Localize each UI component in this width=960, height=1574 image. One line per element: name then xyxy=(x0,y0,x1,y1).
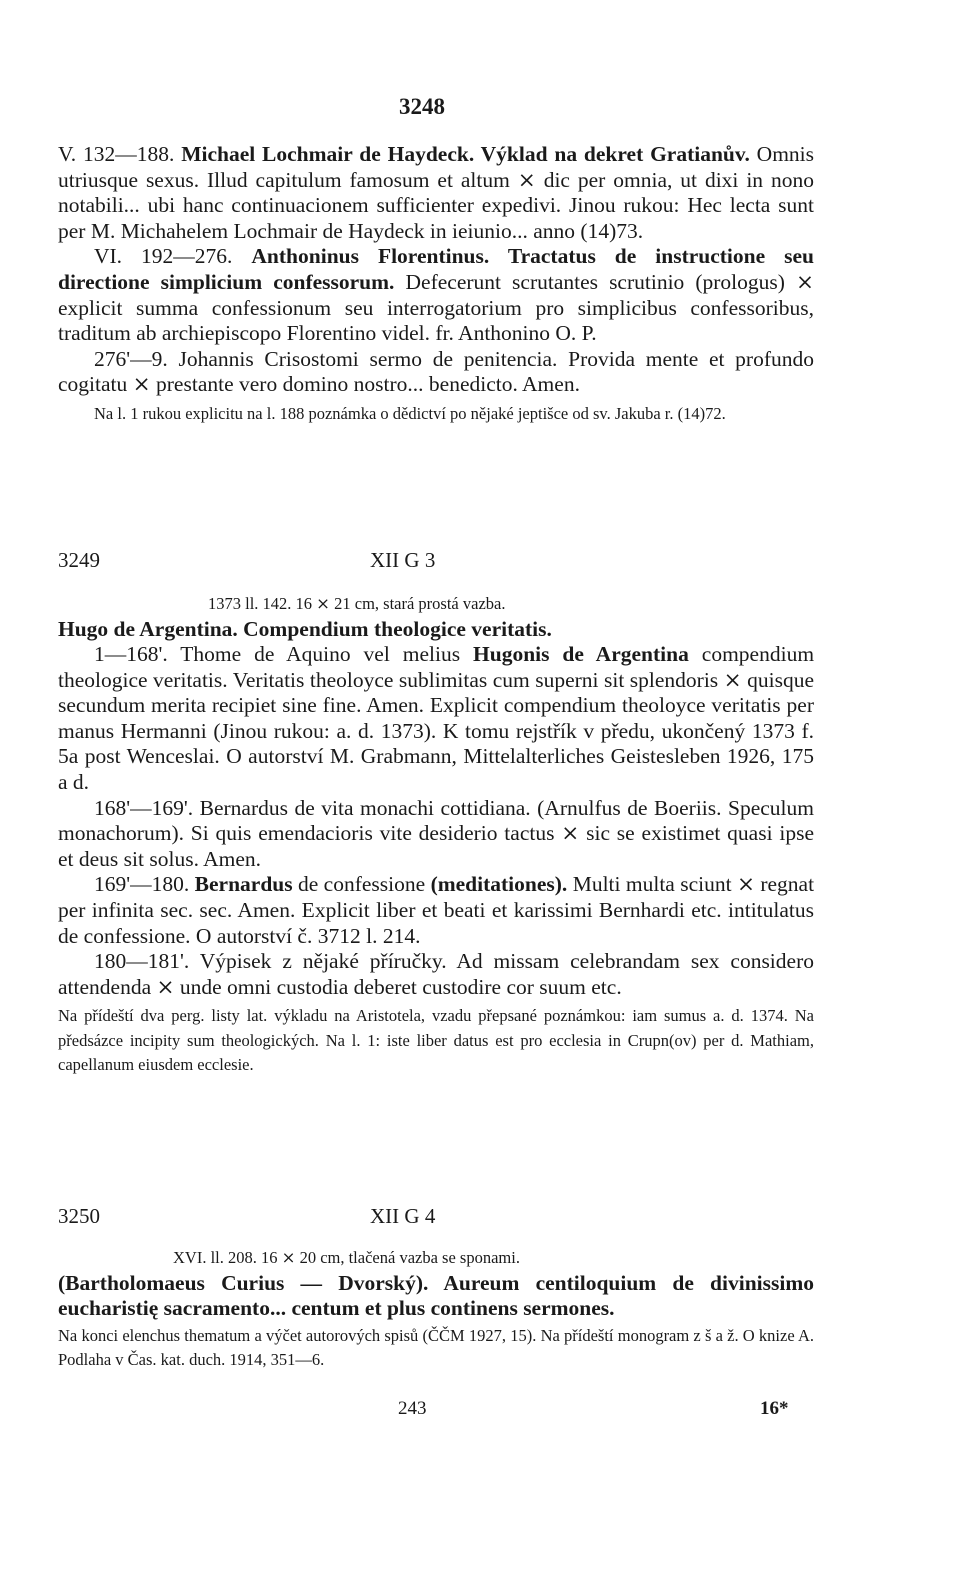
work-subtitle: (meditationes). xyxy=(430,872,568,897)
folio-range: V. 132—188. xyxy=(58,142,175,166)
entry-3249-section-180: 180—181'. Výpisek z nějaké příručky. Ad missam celebrandam sex considero attendenda ⨯ unde omni custodia deberet custodire cor suum etc. xyxy=(58,949,814,999)
entry-3248 xyxy=(58,142,814,426)
work-text: de confessione xyxy=(298,872,426,897)
work-title: Michael Lochmair de Haydeck. Výklad na dekret Gratianův. xyxy=(181,142,750,166)
work-text: 1—168'. Thome de Aquino vel melius xyxy=(94,642,461,667)
folio-range: VI. 192—276. xyxy=(94,244,233,269)
entry-3249-title-text: Hugo de Argentina. Compendium theologice veritatis. xyxy=(58,616,552,641)
folio-range: 169'—180. xyxy=(94,872,190,897)
entry-3250-signature: XII G 4 xyxy=(370,1204,436,1228)
entry-3248-section-276: 276'—9. Johannis Crisostomi sermo de penitencia. Provida mente et profundo cogitatu ⨯ prestante vero domino nostro... benedicto. Amen. xyxy=(58,346,814,397)
work-title: Anthoninus Florentinus. Tractatus de instructione seu directione simplicium confessorum. xyxy=(58,244,815,294)
page-header: 3248 xyxy=(399,94,445,119)
work-author: Bernardus xyxy=(194,872,293,897)
footer-signature-mark: 16* xyxy=(760,1398,789,1419)
entry-3249-description: 1373 ll. 142. 16 ⨯ 21 cm, stará prostá vazba. xyxy=(208,594,506,613)
entry-3249-section-1 xyxy=(58,642,814,796)
work-author: Hugonis de Argentina xyxy=(473,642,689,667)
entry-3248-section-vi xyxy=(58,244,814,346)
entry-3250-number: 3250 xyxy=(58,1204,100,1228)
entry-3249 xyxy=(58,592,814,1078)
entry-3249-signature: XII G 3 xyxy=(370,548,436,572)
entry-3249-number: 3249 xyxy=(58,548,100,572)
work-text: Omnis utriusque sexus. Illud capitulum famosum et altum ⨯ dic per omnia, ut dixi in nono notabili... ubi hanc continuacionem sufficienter expedivi. Jinou rukou: Hec lecta sunt per M. Michahelem Lochmair de Haydeck in ieiunio... anno (14)73. xyxy=(58,142,815,243)
work-text: Defecerunt scrutantes scrutinio (prologus) ⨯ explicit summa confessionum seu interrogatorium pro simplicibus confessoribus, traditum ab archiepiscopo Florentino videl. fr. Anthonino O. P. xyxy=(58,269,815,346)
work-text: Multi multa sciunt ⨯ regnat per infinita sec. sec. Amen. Explicit liber et beati et karissimi Bernhardi etc. intitulatus de confessione. O autorství č. 3712 l. 214. xyxy=(58,872,815,948)
footer-page-number: 243 xyxy=(398,1398,427,1419)
entry-3249-title xyxy=(58,617,814,643)
entry-3250-description: XVI. ll. 208. 16 ⨯ 20 cm, tlačená vazba se sponami. xyxy=(173,1248,520,1267)
entry-3248-section-v xyxy=(58,142,814,244)
entry-3250-note: Na konci elenchus thematum a výčet autorových spisů (ČČM 1927, 15). Na přídeští monogram z š a ž. O knize A. Podlaha v Čas. kat. duch. 1914, 351—6. xyxy=(58,1325,814,1370)
work-text: compendium theologice veritatis. Veritatis theoloyce sublimitas cum superni sit splendoris ⨯ quisque secundum merita recipiet sine fine. Amen. Explicit compendium theoloyce veritatis per manus Hermanni (Jinou rukou: a. d. 1373). K tomu rejstřík v předu, ukončený 1373 f. 5a post Wenceslai. O autorství M. Grabmann, Mittelalterliches Geistesleben 1926, 175 a d. xyxy=(58,642,815,795)
entry-3249-section-169 xyxy=(58,872,814,949)
entry-3250-title: (Bartholomaeus Curius — Dvorský). Aureum centiloquium de divinissimo eucharistię sacramento... centum et plus continens sermones. xyxy=(58,1270,814,1321)
entry-3249-note: Na přídeští dva perg. listy lat. výkladu na Aristotela, vzadu přepsané poznámkou: iam sumus a. d. 1374. Na předsázce incipity sum theologických. Na l. 1: iste liber datus est pro ecclesia in Crupn(ov) per d. Mathiam, capellanum eiusdem ecclesie. xyxy=(58,1006,814,1075)
entry-3249-section-168: 168'—169'. Bernardus de vita monachi cottidiana. (Arnulfus de Boeriis. Speculum monachorum). Si quis emendacioris vite desiderio tactus ⨯ sic se existimet quasi ipse et deus sit solus. Amen. xyxy=(58,795,814,871)
entry-3248-note: Na l. 1 rukou explicitu na l. 188 poznámka o dědictví po nějaké jeptišce od sv. Jakuba r. (14)72. xyxy=(94,403,726,423)
entry-3250 xyxy=(58,1246,814,1373)
